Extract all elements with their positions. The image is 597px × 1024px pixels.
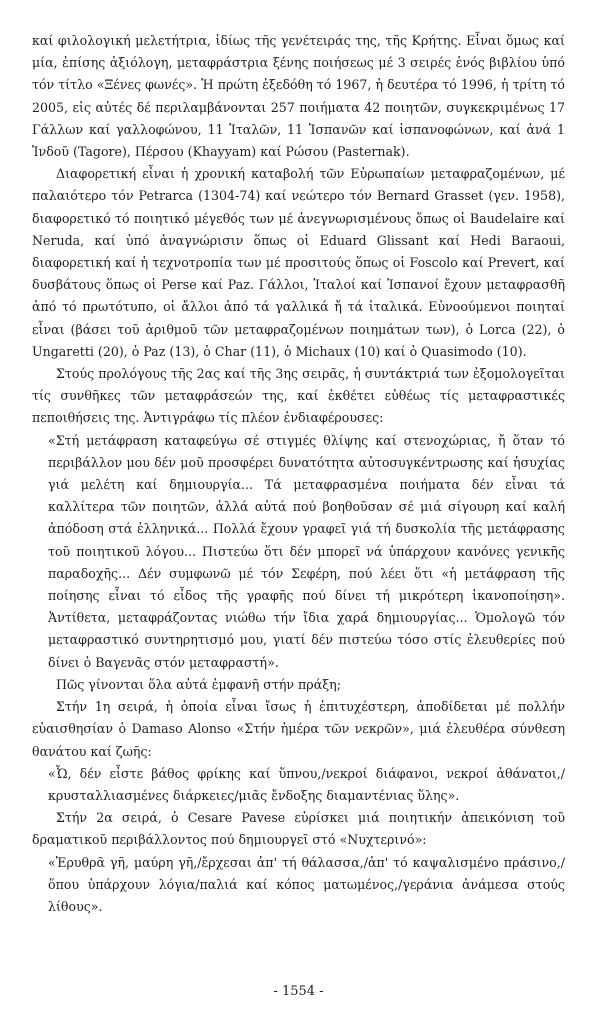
- paragraph-intro: καί φιλολογική μελετήτρια, ἰδίως τῆς γενέτειράς της, τῆς Κρήτης. Εἶναι ὅμως καί μία, ἐπίσης ἀξιόλογη, μεταφράστρια ξένης ποιήσεως μέ 3 σειρές ἑνός βιβλίου ὑπό τόν τίτλο «Ξένες φωνές». Ἡ πρώτη ἐξεδόθη τό 1967, ἡ δευτέρα τό 1996, ἡ τρίτη τό 2005, εἰς αὐτές δέ περιλαμβάνονται 257 ποιήματα 42 ποιητῶν, συγκεκριμένως 17 Γάλλων καί γαλλοφώνου, 11 Ἰταλῶν, 11 Ἰσπανῶν καί ἰσπανοφώνων, καί ἀνά 1 Ἰνδοῦ (Tagore), Πέρσου (Khayyam) καί Ρώσου (Pasternak).: [32, 33, 565, 160]
- paragraph-first-series: Στήν 1η σειρά, ἡ ὁποία εἶναι ἴσως ἡ ἐπιτυχέστερη, ἀποδίδεται μέ πολλήν εὐαισθησίαν ὁ Damaso Alonso «Στήν ἡμέρα τῶν νεκρῶν», μιά ἐλευθέρα σύνθεση θανάτου καί ζωῆς:: [32, 699, 565, 759]
- quote-pavese: «Ἐρυθρᾶ γῆ, μαύρη γῆ,/ἔρχεσαι ἀπ' τή θάλασσα,/ἀπ' τό καψαλισμένο πράσινο,/ὅπου ὑπάρχουν λόγια/παλιά καί κόπος ματωμένος,/γεράνια ἀνάμεσα στούς λίθους».: [48, 854, 565, 914]
- page-body: [32, 30, 565, 918]
- paragraph-question: Πῶς γίνονται ὅλα αὐτά ἐμφανῆ στήν πράξη;: [56, 676, 341, 692]
- page-number: - 1554 -: [273, 984, 324, 999]
- paragraph-prologues: Στούς προλόγους τῆς 2ας καί τῆς 3ης σειρᾶς, ἡ συντάκτριά των ἐξομολογεῖται τίς συνθῆκες τῶν μεταφράσεών της, καί ἐκθέτει εὐθέως τίς μεταφραστικές πεποιθήσεις της. Ἀντιγράφω τίς πλέον ἐνδιαφέρουσες:: [32, 366, 565, 426]
- paragraph-translators-chronology: Διαφορετική εἶναι ἡ χρονική καταβολή τῶν Εὐρωπαίων μεταφραζομένων, μέ παλαιότερο τόν Petrarca (1304-74) καί νεώτερο τόν Bernard Grasset (γεν. 1958), διαφορετικό τό ποιητικό μέγεθός των μέ ἀνεγνωρισμένους ὅπως οἱ Baudelaire καί Neruda, καί ὑπό ἀναγνώρισιν ὅπως οἱ Eduard Glissant καί Hedi Baraoui, διαφορετική καί ἡ τεχνοτροπία των μέ προσιτούς ὅπως οἱ Foscolo καί Prevert, καί δυσβάτους ὅπως οἱ Perse καί Paz. Γάλλοι, Ἰταλοί καί Ἰσπανοί ἔχουν μεταφρασθῆ ἀπό τό πρωτότυπο, οἱ ἄλλοι ἀπό τά γαλλικά ἤ τά ἰταλικά. Εὐνοούμενοι ποιηταί εἶναι (βάσει τοῦ ἀριθμοῦ τῶν μεταφραζομένων ποιημάτων των), ὁ Lorca (22), ὁ Ungaretti (20), ὁ Paz (13), ὁ Char (11), ὁ Michaux (10) καί ὁ Quasimodo (10).: [32, 166, 565, 359]
- paragraph-second-series: Στήν 2α σειρά, ὁ Cesare Pavese εὑρίσκει μιά ποιητικήν ἀπεικόνιση τοῦ δραματικοῦ περιβάλλοντος πού δημιουργεῖ στό «Νυχτερινό»:: [32, 810, 565, 848]
- quote-alonso: «Ὦ, δέν εἶστε βάθος φρίκης καί ὕπνου,/νεκροί διάφανοι, νεκροί ἀθάνατοι,/ κρυσταλλιασμένες διάρκειες/μιᾶς ἔνδοξης διαμαντένιας ὕλης».: [48, 765, 565, 803]
- quote-translator-beliefs: «Στή μετάφραση καταφεύγω σέ στιγμές θλίψης καί στενοχώριας, ἤ ὅταν τό περιβάλλον μου δέν μοῦ προσφέρει δυνατότητα αὐτοσυγκέντρωσης καί ἡσυχίας γιά μελέτη καί δημιουργία... Τά μεταφρασμένα ποιήματα δέν εἶναι τά καλλίτερα τῶν ποιητῶν, ἀλλά αὐτά πού βοηθοῦσαν σέ μιά σίγουρη καί καλή ἀπόδοση στά ἑλληνικά... Πολλά ἔχουν γραφεῖ γιά τή δυσκολία τῆς μετάφρασης τοῦ ποιητικοῦ λόγου... Πιστεύω ὅτι δέν μπορεῖ νά ὑπάρχουν κανόνες γενικῆς παραδοχῆς... Δέν συμφωνῶ μέ τόν Σεφέρη, πού λέει ὅτι «ἡ μετάφραση τῆς ποίησης εἶναι τό εἶδος τῆς γραφῆς πού δίνει τή μικρότερη ἱκανοποίηση». Ἀντίθετα, μεταφράζοντας νιώθω τήν ἴδια χαρά δημιουργίας... Ὁμολογῶ τόν μεταφραστικό συντηρητισμό μου, γιατί δέν πιστεύω τόσο στίς ἐλευθερίες πού δίνει ὁ Βαγενᾶς στόν μεταφραστή».: [48, 432, 565, 670]
